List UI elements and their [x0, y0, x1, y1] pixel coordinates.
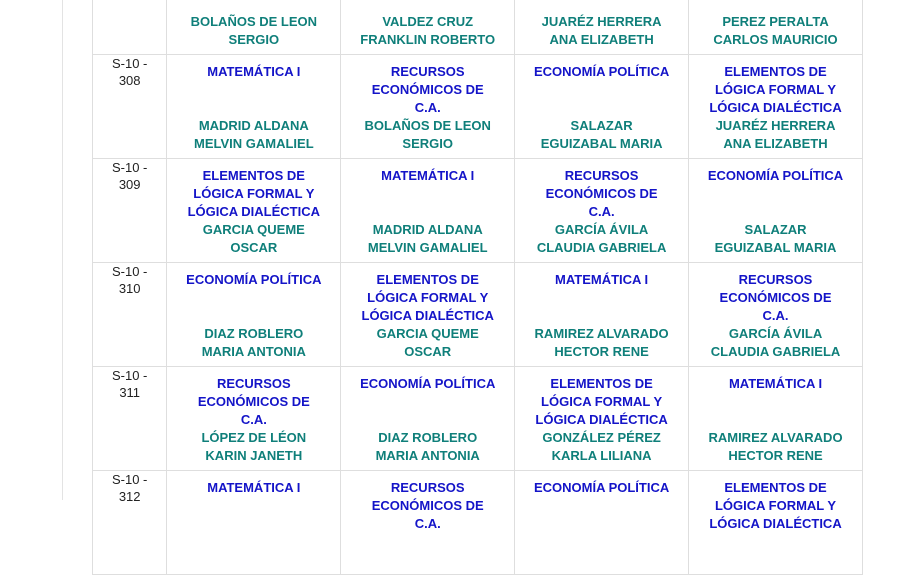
schedule-cell: [167, 159, 341, 263]
course-subject-line: ECONOMÍA POLÍTICA: [707, 168, 844, 183]
schedule-cell: [341, 0, 515, 55]
teacher-name-line: FRANKLIN ROBERTO: [360, 32, 496, 47]
teacher-name-line: ANA ELIZABETH: [723, 136, 828, 151]
room-code-line: S-10 -: [111, 368, 148, 383]
room-code-line: 312: [118, 489, 141, 504]
teacher-name-line: LÓPEZ DE LÉON: [201, 430, 307, 445]
course-subject-line: [519, 0, 684, 2]
table-row: [93, 263, 863, 367]
course-subject: [171, 0, 336, 2]
teacher-name-line: RAMIREZ ALVARADO: [534, 326, 669, 341]
schedule-cell: [167, 0, 341, 55]
teacher-name-line: VALDEZ CRUZ: [382, 14, 474, 29]
schedule-cell: [515, 159, 689, 263]
course-subject-line: ELEMENTOS DE: [550, 376, 653, 391]
schedule-cell: [689, 263, 863, 367]
teacher-name-line: OSCAR: [230, 240, 278, 255]
teacher-name: [519, 325, 684, 361]
teacher-name-line: GONZÁLEZ PÉREZ: [542, 430, 661, 445]
course-subject: [519, 167, 684, 221]
teacher-name-line: EGUIZABAL MARIA: [714, 240, 837, 255]
teacher-name: [171, 13, 336, 49]
course-subject: [171, 167, 336, 221]
teacher-name-line: SERGIO: [228, 32, 280, 47]
course-subject: [519, 271, 684, 289]
room-cell: [93, 0, 167, 55]
teacher-name-line: DIAZ ROBLERO: [204, 326, 304, 341]
course-subject-line: ECONÓMICOS DE: [371, 82, 484, 97]
schedule-table: [92, 0, 863, 575]
teacher-name-line: SALAZAR: [744, 222, 807, 237]
teacher-name-line: SERGIO: [402, 136, 453, 151]
course-subject-line: [171, 0, 336, 2]
teacher-name-line: MELVIN GAMALIEL: [194, 136, 314, 151]
course-subject-line: C.A.: [762, 308, 789, 323]
teacher-name: [345, 13, 510, 49]
course-subject-line: LÓGICA FORMAL Y: [714, 82, 837, 97]
teacher-name: [519, 13, 684, 49]
table-row: [93, 367, 863, 471]
teacher-name-line: MADRID ALDANA: [198, 118, 309, 133]
teacher-name-line: JUARÉZ HERRERA: [715, 118, 836, 133]
teacher-name: [693, 13, 858, 49]
schedule-cell: [341, 367, 515, 471]
course-subject-line: MATEMÁTICA I: [381, 168, 475, 183]
teacher-name-line: JUARÉZ HERRERA: [541, 14, 662, 29]
course-subject-line: MATEMÁTICA I: [555, 272, 649, 287]
room-code-line: 311: [119, 385, 141, 400]
room-code-line: 308: [118, 73, 141, 88]
course-subject: [345, 375, 510, 393]
table-row: [93, 471, 863, 575]
schedule-cell: [689, 159, 863, 263]
schedule-cell: [167, 263, 341, 367]
room-cell: [93, 471, 167, 575]
schedule-body: [93, 0, 863, 575]
course-subject: [345, 479, 510, 533]
teacher-name-line: ANA ELIZABETH: [549, 32, 654, 47]
course-subject: [345, 63, 510, 117]
course-subject-line: RECURSOS: [564, 168, 639, 183]
course-subject: [693, 479, 858, 533]
course-subject-line: MATEMÁTICA I: [728, 376, 823, 391]
course-subject-line: MATEMÁTICA I: [207, 480, 301, 495]
teacher-name-line: BOLAÑOS DE LEON: [364, 118, 491, 133]
course-subject-line: ELEMENTOS DE: [724, 480, 827, 495]
table-row: [93, 55, 863, 159]
course-subject-line: LÓGICA DIALÉCTICA: [361, 308, 494, 323]
room-code-line: S-10 -: [111, 56, 148, 71]
course-subject-line: C.A.: [414, 100, 441, 115]
schedule-cell: [515, 55, 689, 159]
schedule-cell: [515, 263, 689, 367]
course-subject-line: ELEMENTOS DE: [724, 64, 827, 79]
schedule-cell: [341, 55, 515, 159]
course-subject: [171, 375, 336, 429]
course-subject-line: C.A.: [414, 516, 441, 531]
course-subject-line: ECONOMÍA POLÍTICA: [186, 272, 322, 287]
room-cell: [93, 367, 167, 471]
room-cell: [93, 55, 167, 159]
room-code-line: 309: [118, 177, 141, 192]
teacher-name-line: CLAUDIA GABRIELA: [710, 344, 841, 359]
teacher-name: [693, 429, 858, 465]
course-subject: [171, 63, 336, 81]
course-subject-line: ECONOMÍA POLÍTICA: [360, 376, 496, 391]
room-cell: [93, 263, 167, 367]
teacher-name-line: MARIA ANTONIA: [375, 448, 480, 463]
course-subject-line: ECONOMÍA POLÍTICA: [533, 480, 670, 495]
teacher-name-line: DIAZ ROBLERO: [378, 430, 478, 445]
schedule-cell: [689, 0, 863, 55]
course-subject: [519, 479, 684, 497]
teacher-name: [519, 117, 684, 153]
course-subject-line: C.A.: [240, 412, 267, 427]
course-subject: [171, 271, 336, 289]
course-subject-line: C.A.: [588, 204, 615, 219]
teacher-name-line: GARCIA QUEME: [376, 326, 479, 341]
teacher-name-line: HECTOR RENE: [728, 448, 823, 463]
teacher-name: [345, 429, 510, 465]
schedule-cell: [341, 263, 515, 367]
course-subject: [519, 0, 684, 2]
course-subject: [693, 63, 858, 117]
teacher-name: [693, 325, 858, 361]
schedule-cell: [515, 471, 689, 575]
schedule-cell: [167, 367, 341, 471]
teacher-name: [693, 221, 858, 257]
teacher-name-line: PEREZ PERALTA: [722, 14, 829, 29]
course-subject-line: ELEMENTOS DE: [202, 168, 305, 183]
course-subject-line: LÓGICA FORMAL Y: [541, 394, 663, 409]
course-subject-line: RECURSOS: [738, 272, 813, 287]
teacher-name: [171, 429, 336, 465]
teacher-name: [345, 117, 510, 153]
course-subject-line: ECONÓMICOS DE: [545, 186, 658, 201]
table-row: [93, 159, 863, 263]
schedule-cell: [515, 0, 689, 55]
teacher-name-line: MELVIN GAMALIEL: [367, 240, 488, 255]
teacher-name-line: MADRID ALDANA: [372, 222, 483, 237]
course-subject-line: RECURSOS: [390, 480, 465, 495]
teacher-name: [693, 117, 858, 153]
course-subject-line: LÓGICA FORMAL Y: [714, 498, 837, 513]
teacher-name-line: BOLAÑOS DE LEON: [190, 14, 318, 29]
course-subject-line: ECONOMÍA POLÍTICA: [533, 64, 670, 79]
schedule-cell: [167, 471, 341, 575]
course-subject-line: RECURSOS: [216, 376, 291, 391]
teacher-name: [171, 221, 336, 257]
course-subject-line: LÓGICA DIALÉCTICA: [709, 516, 842, 531]
teacher-name-line: KARIN JANETH: [205, 448, 303, 463]
room-code-line: S-10 -: [111, 264, 148, 279]
course-subject-line: ECONÓMICOS DE: [719, 290, 832, 305]
schedule-cell: [341, 159, 515, 263]
room-code-line: S-10 -: [111, 472, 148, 487]
teacher-name-line: CLAUDIA GABRIELA: [536, 240, 667, 255]
page-margin-line: [62, 0, 63, 500]
schedule-cell: [167, 55, 341, 159]
course-subject: [171, 479, 336, 497]
course-subject-line: ECONÓMICOS DE: [197, 394, 310, 409]
course-subject: [693, 375, 858, 393]
teacher-name-line: EGUIZABAL MARIA: [540, 136, 663, 151]
course-subject-line: LÓGICA FORMAL Y: [367, 290, 489, 305]
teacher-name: [171, 117, 336, 153]
course-subject-line: LÓGICA FORMAL Y: [193, 186, 315, 201]
course-subject-line: RECURSOS: [390, 64, 465, 79]
course-subject: [345, 167, 510, 185]
table-row: [93, 0, 863, 55]
teacher-name: [519, 221, 684, 257]
schedule-cell: [689, 367, 863, 471]
teacher-name-line: GARCÍA ÁVILA: [554, 222, 649, 237]
teacher-name: [519, 429, 684, 465]
course-subject-line: LÓGICA DIALÉCTICA: [187, 204, 321, 219]
course-subject-line: ECONÓMICOS DE: [371, 498, 484, 513]
schedule-cell: [515, 367, 689, 471]
schedule-cell: [689, 471, 863, 575]
teacher-name-line: RAMIREZ ALVARADO: [708, 430, 843, 445]
room-code-line: S-10 -: [111, 160, 148, 175]
teacher-name-line: SALAZAR: [570, 118, 633, 133]
course-subject: [693, 167, 858, 185]
course-subject: [693, 271, 858, 325]
room-cell: [93, 159, 167, 263]
teacher-name-line: MARIA ANTONIA: [201, 344, 306, 359]
course-subject: [345, 271, 510, 325]
teacher-name: [171, 325, 336, 361]
teacher-name-line: HECTOR RENE: [554, 344, 649, 359]
teacher-name: [345, 325, 510, 361]
course-subject: [519, 375, 684, 429]
room-code-line: 310: [118, 281, 141, 296]
teacher-name-line: KARLA LILIANA: [551, 448, 652, 463]
teacher-name-line: GARCÍA ÁVILA: [728, 326, 823, 341]
course-subject-line: LÓGICA DIALÉCTICA: [535, 412, 668, 427]
course-subject: [519, 63, 684, 81]
course-subject-line: ELEMENTOS DE: [376, 272, 479, 287]
teacher-name: [345, 221, 510, 257]
course-subject-line: MATEMÁTICA I: [207, 64, 301, 79]
schedule-cell: [689, 55, 863, 159]
course-subject-line: LÓGICA DIALÉCTICA: [709, 100, 842, 115]
schedule-cell: [341, 471, 515, 575]
teacher-name-line: CARLOS MAURICIO: [713, 32, 838, 47]
teacher-name-line: OSCAR: [404, 344, 452, 359]
teacher-name-line: GARCIA QUEME: [202, 222, 305, 237]
